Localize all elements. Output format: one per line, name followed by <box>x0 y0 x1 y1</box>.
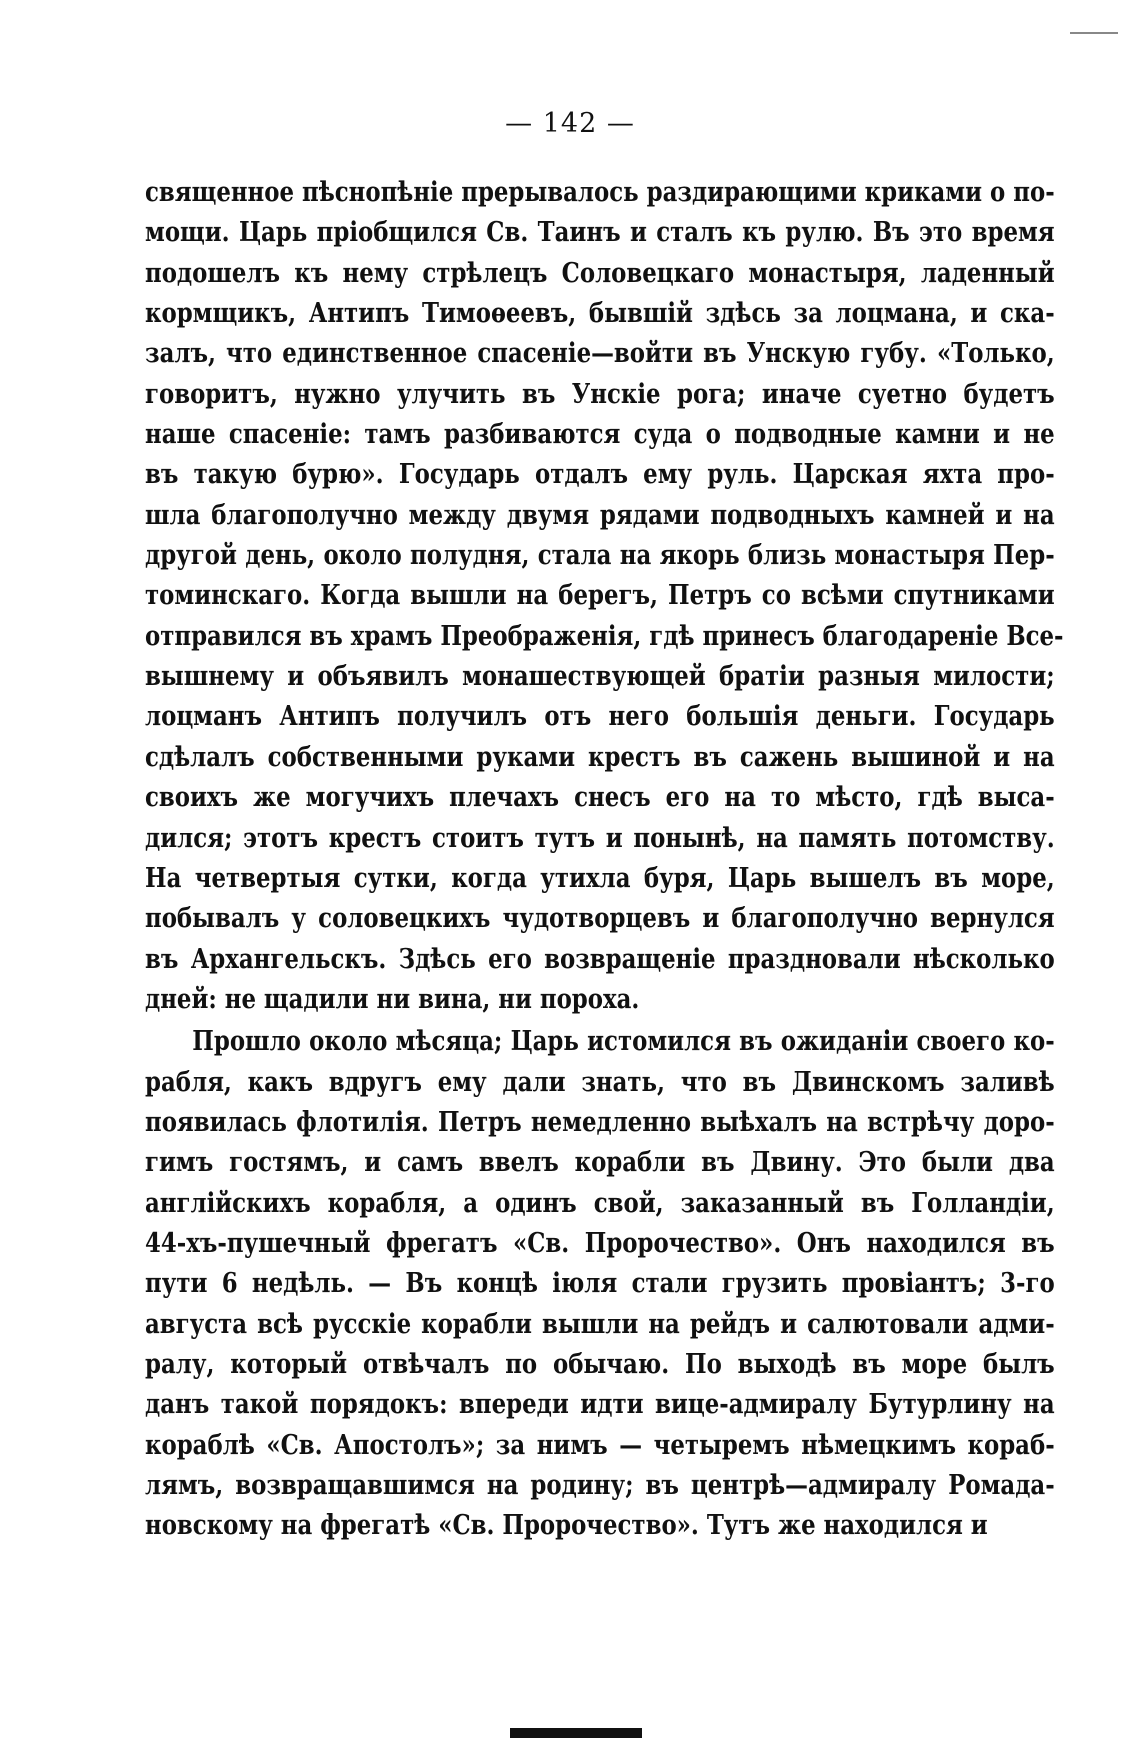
text-line: мощи. Царь пріобщился Св. Таинъ и сталъ къ рулю. Въ это время <box>145 216 1055 249</box>
scan-bottom-bar <box>510 1728 642 1738</box>
text-line: кормщикъ, Антипъ Тимоѳеевъ, бывшій здѣсь за лоцмана, и ска- <box>145 297 1055 330</box>
text-line: кораблѣ «Св. Апостолъ»; за нимъ — четыремъ нѣмецкимъ кораб- <box>145 1428 1055 1461</box>
text-line: августа всѣ русскіе корабли вышли на рейдъ и салютовали адми- <box>145 1307 1055 1340</box>
text-line: 44-хъ-пушечный фрегатъ «Св. Пророчество». Онъ находился въ <box>145 1226 1055 1259</box>
text-line: появилась флотилія. Петръ немедленно выѣхалъ на встрѣчу доро- <box>145 1105 1055 1138</box>
text-line: На четвертыя сутки, когда утихла буря, Царь вышелъ въ море, <box>145 861 1055 894</box>
text-line: лоцманъ Антипъ получилъ отъ него большія деньги. Государь <box>145 700 1055 733</box>
text-line: отправился въ храмъ Преображенія, гдѣ принесъ благодареніе Все- <box>145 619 1064 652</box>
text-line: данъ такой порядокъ: впереди идти вице-адмиралу Бутурлину на <box>145 1388 1055 1421</box>
text-line: ралу, который отвѣчалъ по обычаю. По выходѣ въ море былъ <box>145 1347 1055 1380</box>
text-line: другой день, около полудня, стала на якорь близь монастыря Пер- <box>145 539 1055 572</box>
scan-artifact-mark <box>1070 32 1118 34</box>
text-line: дней: не щадили ни вина, ни пороха. <box>145 982 640 1015</box>
page-number: — 142 — <box>505 108 635 139</box>
text-line: сдѣлалъ собственными руками крестъ въ сажень вышиной и на <box>145 740 1055 773</box>
text-line: въ Архангельскъ. Здѣсь его возвращеніе праздновали нѣсколько <box>145 942 1055 975</box>
body-text <box>145 172 1064 1546</box>
text-line: томинскаго. Когда вышли на берегъ, Петръ со всѣми спутниками <box>145 579 1055 612</box>
text-line: въ такую бурю». Государь отдалъ ему руль. Царская яхта про- <box>145 458 1055 491</box>
text-line: священное пѣснопѣніе прерывалось раздирающими криками о по- <box>145 176 1055 208</box>
text-line: англійскихъ корабля, а одинъ свой, заказанный въ Голландіи, <box>145 1186 1055 1219</box>
text-line: пути 6 недѣль. — Въ концѣ іюля стали грузить провіантъ; 3-го <box>145 1267 1055 1300</box>
text-line: новскому на фрегатѣ «Св. Пророчество». Тутъ же находился и <box>145 1509 988 1542</box>
text-line: вышнему и объявилъ монашествующей братіи разныя милости; <box>145 660 1055 693</box>
text-line: рабля, какъ вдругъ ему дали знать, что въ Двинскомъ заливѣ <box>145 1065 1055 1098</box>
text-line: дился; этотъ крестъ стоитъ тутъ и понынѣ, на память потомству. <box>145 821 1055 854</box>
text-line: Прошло около мѣсяца; Царь истомился въ ожиданіи своего ко- <box>192 1025 1055 1058</box>
text-line: залъ, что единственное спасеніе—войти въ Унскую губу. «Только, <box>145 337 1055 370</box>
text-line: побывалъ у соловецкихъ чудотворцевъ и благополучно вернулся <box>145 902 1055 935</box>
text-line: гимъ гостямъ, и самъ ввелъ корабли въ Двину. Это были два <box>145 1146 1055 1179</box>
text-line: своихъ же могучихъ плечахъ снесъ его на то мѣсто, гдѣ выса- <box>145 781 1055 814</box>
text-line: наше спасеніе: тамъ разбиваются суда о подводные камни и не <box>145 418 1055 451</box>
paragraph <box>145 172 1064 1019</box>
text-line: шла благополучно между двумя рядами подводныхъ камней и на <box>145 498 1055 531</box>
text-line: говоритъ, нужно улучить въ Унскіе рога; иначе суетно будетъ <box>145 377 1055 410</box>
text-line: подошелъ къ нему стрѣлецъ Соловецкаго монастыря, ладенный <box>145 256 1055 289</box>
text-line: лямъ, возвращавшимся на родину; въ центрѣ—адмиралу Ромада- <box>145 1469 1055 1501</box>
paragraph <box>145 1021 1055 1545</box>
